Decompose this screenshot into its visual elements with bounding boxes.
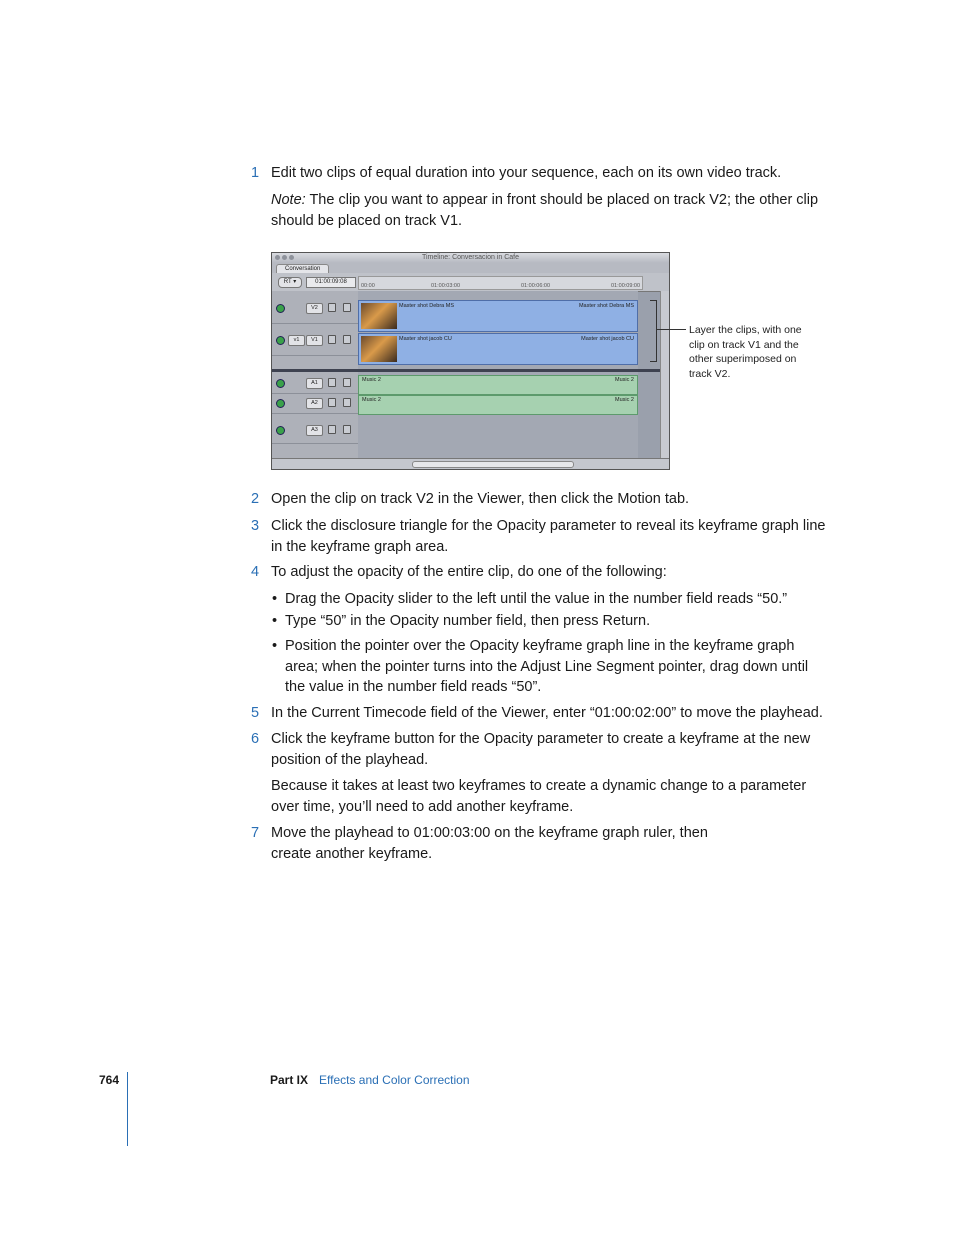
bullet-text: Position the pointer over the Opacity keyframe graph line in the keyframe graph area; when the pointer turns into the Adjust Line Segment pointer, drag down until the value in the number field reads “50”. — [285, 638, 809, 695]
step-number: 1 — [251, 165, 260, 181]
track-label-a3[interactable]: A3 — [306, 425, 323, 436]
bullet-text: Type “50” in the Opacity number field, then press Return. — [285, 613, 651, 629]
bullet-item — [272, 611, 825, 632]
lock-icon[interactable] — [328, 398, 336, 407]
ruler-mark: 01:00:03:00 — [431, 283, 461, 289]
clip-thumbnail — [361, 336, 397, 362]
step-6-followup: Because it takes at least two keyframes to create a dynamic change to a parameter over time, you’ll need to add another keyframe. — [271, 778, 807, 815]
note-text: The clip you want to appear in front should be placed on track V2; the other clip should be placed on track V1. — [271, 192, 819, 229]
footer-rule — [127, 1072, 128, 1146]
note-label: Note: — [271, 192, 306, 208]
clip-thumbnail — [361, 303, 397, 329]
step-7 — [251, 823, 751, 864]
rt-menu-button[interactable]: RT ▾ — [278, 277, 302, 288]
bullet-marker: • — [272, 591, 278, 607]
step-number: 7 — [251, 825, 260, 841]
audio-clip-name: Music 2 — [362, 377, 381, 383]
speaker-icon[interactable] — [276, 426, 285, 435]
step-number: 6 — [251, 731, 260, 747]
vertical-scrollbar[interactable] — [660, 291, 669, 461]
track-label-a2[interactable]: A2 — [306, 398, 323, 409]
clip-name-end: Master shot jacob CU — [581, 336, 634, 342]
speaker-icon[interactable] — [276, 399, 285, 408]
track-area[interactable] — [358, 291, 638, 461]
current-timecode-field[interactable]: 01:00:09:08 — [306, 277, 356, 288]
step-number: 4 — [251, 564, 260, 580]
step-number: 3 — [251, 518, 260, 534]
track-header-v2 — [272, 293, 358, 324]
note — [271, 190, 831, 231]
bullet-text: Drag the Opacity slider to the left until the value in the number field reads “50.” — [285, 591, 788, 607]
audio-clip-name-end: Music 2 — [615, 397, 634, 403]
part-label: Part IX — [270, 1073, 309, 1087]
source-control-v1[interactable]: v1 — [288, 335, 305, 346]
step-6 — [251, 729, 831, 770]
clip-name: Master shot jacob CU — [399, 336, 452, 342]
link-icon[interactable] — [343, 335, 351, 344]
track-header-a2 — [272, 393, 358, 414]
step-text: Click the disclosure triangle for the Opacity parameter to reveal its keyframe graph line in the keyframe graph area. — [271, 518, 826, 555]
link-icon[interactable] — [343, 398, 351, 407]
step-text: To adjust the opacity of the entire clip, do one of the following: — [271, 564, 667, 580]
ruler-mark: 01:00:09:00 — [611, 283, 641, 289]
step-text: Move the playhead to 01:00:03:00 on the keyframe graph ruler, then create another keyframe. — [271, 825, 708, 862]
speaker-icon[interactable] — [276, 379, 285, 388]
link-icon[interactable] — [343, 378, 351, 387]
audio-clip-a2[interactable] — [358, 395, 638, 415]
timeline-ruler[interactable] — [358, 276, 643, 290]
step-2 — [251, 489, 831, 510]
timeline-window-title: Timeline: Conversacion in Cafe — [421, 254, 519, 261]
bullet-marker: • — [272, 638, 278, 654]
lock-icon[interactable] — [328, 425, 336, 434]
callout-leader-line — [656, 329, 686, 330]
callout-text: Layer the clips, with one clip on track V1 and the other superimposed on track V2. — [689, 324, 802, 380]
callout-bracket — [650, 300, 657, 362]
step-number: 2 — [251, 491, 260, 507]
clip-v2[interactable] — [358, 300, 638, 332]
track-headers — [272, 291, 358, 461]
link-icon[interactable] — [343, 425, 351, 434]
step-text: Open the clip on track V2 in the Viewer, then click the Motion tab. — [271, 491, 690, 507]
bullet-item — [272, 589, 825, 610]
page-number: 764 — [99, 1073, 120, 1087]
lock-icon[interactable] — [328, 303, 336, 312]
step-4 — [251, 562, 831, 583]
track-visibility-icon[interactable] — [276, 304, 285, 313]
step-text: Click the keyframe button for the Opacity parameter to create a keyframe at the new position of the playhead. — [271, 731, 811, 768]
track-visibility-icon[interactable] — [276, 336, 285, 345]
step-5 — [251, 703, 831, 724]
track-label-v2[interactable]: V2 — [306, 303, 323, 314]
lock-icon[interactable] — [328, 378, 336, 387]
clip-name-end: Master shot Debra MS — [578, 303, 634, 309]
track-label-a1[interactable]: A1 — [306, 378, 323, 389]
link-icon[interactable] — [343, 303, 351, 312]
horizontal-scrollbar[interactable] — [412, 461, 574, 468]
track-label-v1[interactable]: V1 — [306, 335, 323, 346]
step-3 — [251, 516, 831, 557]
tab-conversation[interactable]: Conversation — [276, 264, 329, 274]
audio-clip-name-end: Music 2 — [615, 377, 634, 383]
audio-clip-name: Music 2 — [362, 397, 381, 403]
timeline-bottom-bar — [272, 458, 669, 469]
ruler-mark: 00:00 — [361, 283, 375, 289]
video-audio-divider[interactable] — [272, 369, 669, 372]
clip-v1[interactable] — [358, 333, 638, 365]
bullet-marker: • — [272, 613, 278, 629]
audio-clip-a1[interactable] — [358, 375, 638, 395]
track-header-v1 — [272, 325, 358, 356]
clip-name: Master shot Debra MS — [399, 303, 455, 309]
step-text: Edit two clips of equal duration into your sequence, each on its own video track. — [271, 165, 782, 181]
timeline-screenshot — [271, 252, 670, 470]
track-header-a1 — [272, 373, 358, 394]
step-1 — [251, 163, 831, 184]
part-title: Effects and Color Correction — [319, 1073, 470, 1087]
track-header-a3 — [272, 419, 358, 444]
step-number: 5 — [251, 705, 260, 721]
bullet-item — [272, 636, 825, 698]
ruler-mark: 01:00:06:00 — [521, 283, 551, 289]
step-text: In the Current Timecode field of the Viewer, enter “01:00:02:00” to move the playhead. — [271, 705, 823, 721]
lock-icon[interactable] — [328, 335, 336, 344]
